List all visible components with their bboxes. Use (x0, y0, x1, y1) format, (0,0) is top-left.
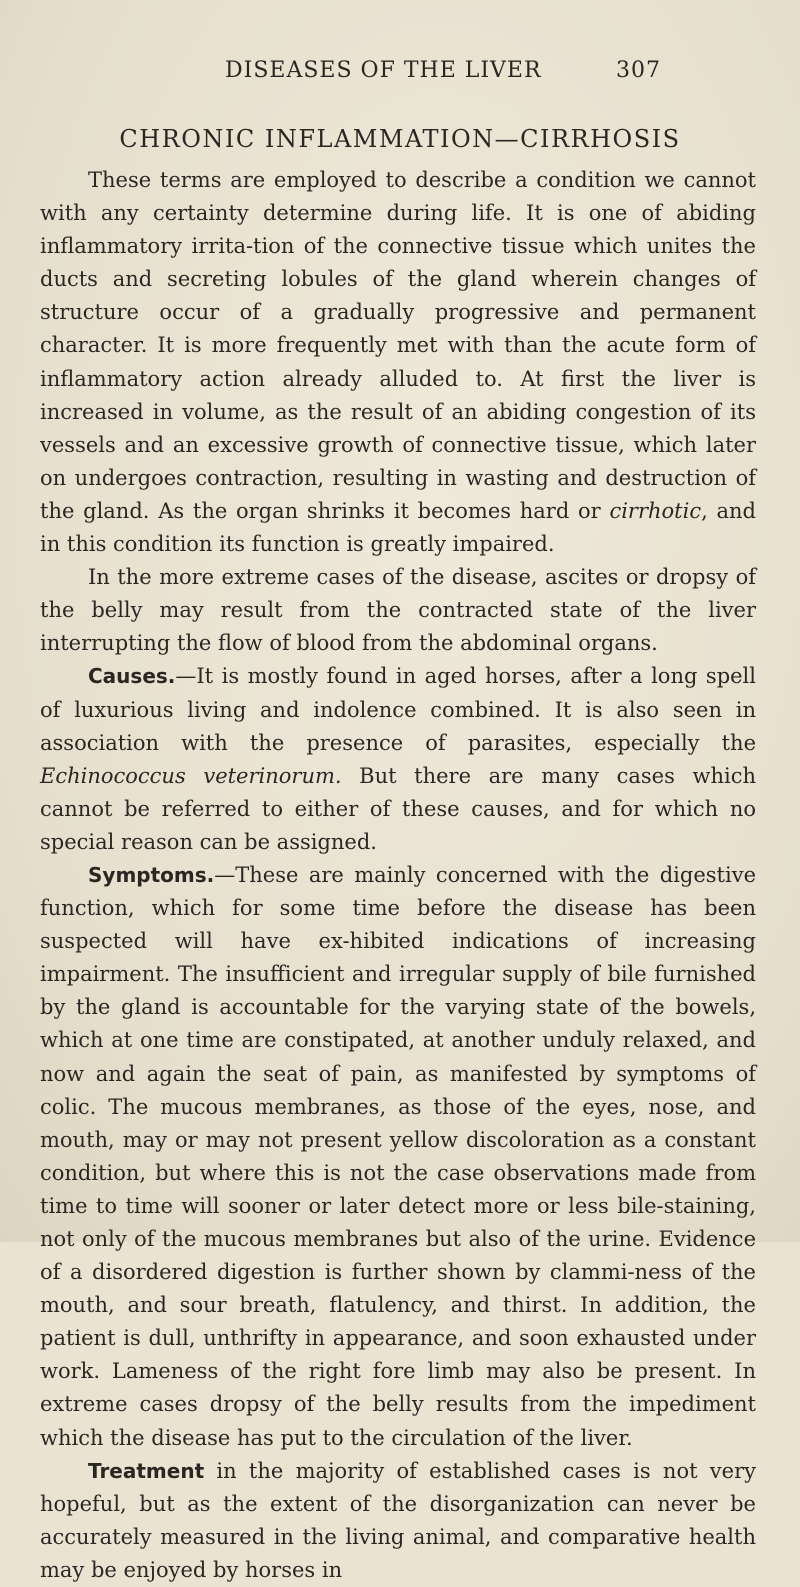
paragraph-causes: Causes.—It is mostly found in aged horses, after a long spell of luxurious living and indolence combined. It is also seen in association with the presence of parasites, especially the Echinococcus veterinorum. But there are many cases which cannot be referred to either of these causes, and for which no special reason can be assigned. (40, 664, 756, 854)
italic-term: cirrhotic (609, 498, 702, 523)
italic-term: Echinococcus veterinorum. (40, 763, 342, 788)
paragraph-symptoms: Symptoms.—These are mainly concerned with the digestive function, which for some time before the disease has been suspected will have ex-hibited indications of increasing impairment. The insufficient and irregular supply of bile furnished by the gland is accountable for the varying state of the bowels, which at one time are constipated, at another unduly relaxed, and now and again the seat of pain, as manifested by symptoms of colic. The mucous membranes, as those of the eyes, nose, and mouth, may or may not present yellow discoloration as a constant condition, but where this is not the case observations made from time to time will sooner or later detect more or less bile-staining, not only of the mucous membranes but also of the urine. Evidence of a disordered digestion is further shown by clammi-ness of the mouth, and sour breath, flatulency, and thirst. In addition, the patient is dull, unthrifty in appearance, and soon exhausted under work. Lameness of the right fore limb may also be present. In extreme cases dropsy of the belly results from the impediment which the disease has put to the circulation of the liver. (40, 862, 756, 1450)
section-heading-causes: Causes. (88, 664, 176, 689)
page-number: 307 (616, 58, 661, 83)
body-text (40, 164, 756, 1587)
paragraph-treatment: Treatment in the majority of established cases is not very hopeful, but as the extent of the disorganization can never be accurately measured in the living animal, and comparative health may be enjoyed by horses in (40, 1458, 756, 1582)
section-heading-treatment: Treatment (88, 1458, 205, 1483)
paragraph-extreme-cases: In the more extreme cases of the disease, ascites or dropsy of the belly may result from the contracted state of the liver interrupting the flow of blood from the abdominal organs. (40, 565, 756, 656)
section-heading-symptoms: Symptoms. (88, 862, 215, 887)
chapter-title: CHRONIC INFLAMMATION—CIRRHOSIS (119, 125, 681, 153)
paragraph-intro: These terms are employed to describe a condition we cannot with any certainty determine during life. It is one of abiding inflammatory irrita-tion of the connective tissue which unites the ducts and secreting lobules of the gland wherein changes of structure occur of a gradually progressive and permanent character. It is more frequently met with than the acute form of inflammatory action already alluded to. At first the liver is increased in volume, as the result of an abiding congestion of its vessels and an excessive growth of connective tissue, which later on undergoes contraction, resulting in wasting and destruction of the gland. As the organ shrinks it becomes hard or cirrhotic, and in this condition its function is greatly impaired. (40, 168, 756, 557)
running-header: DISEASES OF THE LIVER (225, 58, 542, 83)
